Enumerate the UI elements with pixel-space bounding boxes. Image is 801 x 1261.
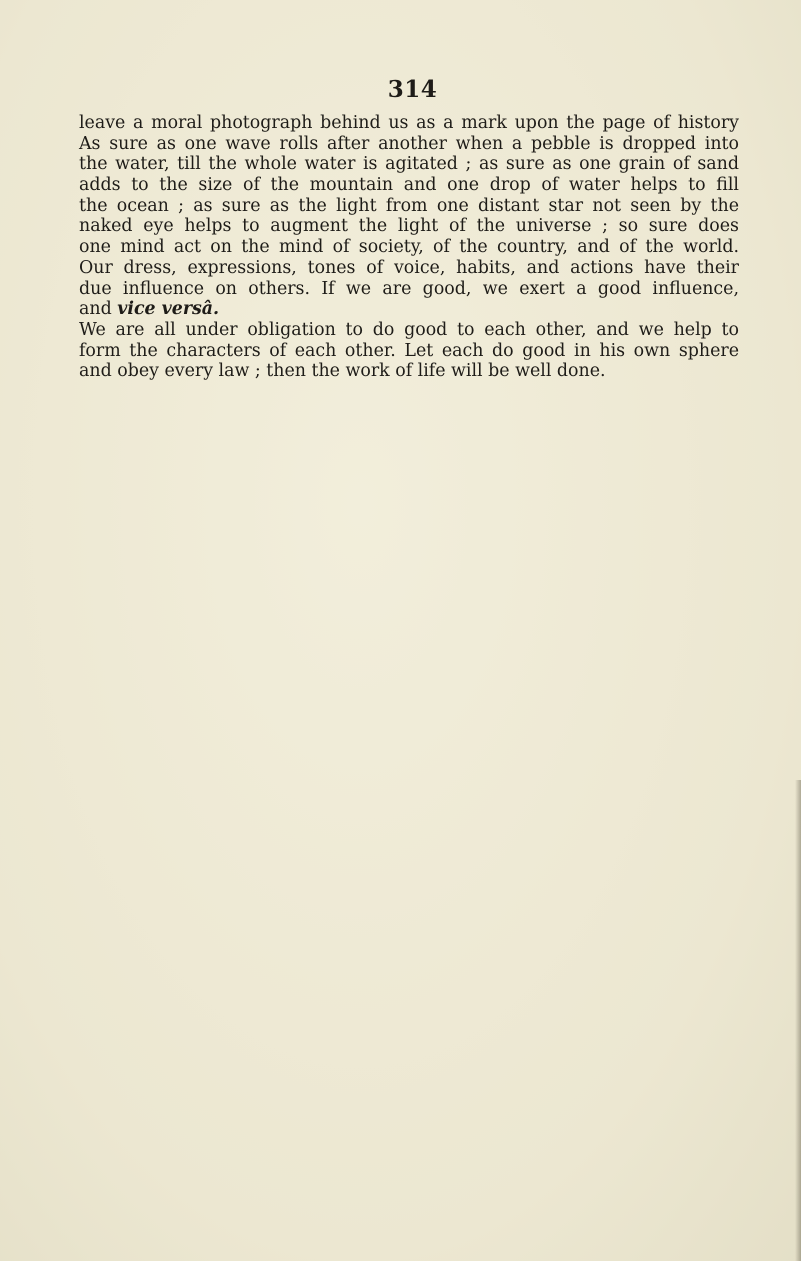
page-number: 314 bbox=[387, 76, 438, 103]
text-line: We are all under obligation to do good to each other, and we help to bbox=[79, 319, 739, 340]
text-line: and obey every law ; then the work of life will be well done. bbox=[79, 361, 606, 382]
text-line: the ocean ; as sure as the light from one distant star not seen by the bbox=[79, 195, 739, 216]
text-line: leave a moral photograph behind us as a mark upon the page of history bbox=[79, 113, 739, 133]
text-line: due influence on others. If we are good, we exert a good influence, bbox=[79, 278, 739, 299]
word-and: and bbox=[79, 299, 118, 320]
text-line-vice-versa bbox=[79, 299, 739, 320]
text-line: form the characters of each other. Let each do good in his own sphere bbox=[79, 340, 739, 361]
text-line: adds to the size of the mountain and one drop of water helps to fill bbox=[79, 175, 739, 196]
text-line: As sure as one wave rolls after another when a pebble is dropped into bbox=[79, 133, 739, 154]
body-text bbox=[79, 113, 739, 382]
page-edge-shadow bbox=[795, 780, 801, 1261]
text-line: one mind act on the mind of society, of the country, and of the world. bbox=[79, 237, 739, 258]
text-line: naked eye helps to augment the light of the universe ; so sure does bbox=[79, 216, 739, 237]
italic-vice-versa: vice versâ. bbox=[117, 299, 220, 320]
text-line: the water, till the whole water is agitated ; as sure as one grain of sand bbox=[79, 154, 739, 175]
text-line: Our dress, expressions, tones of voice, habits, and actions have their bbox=[79, 257, 739, 278]
